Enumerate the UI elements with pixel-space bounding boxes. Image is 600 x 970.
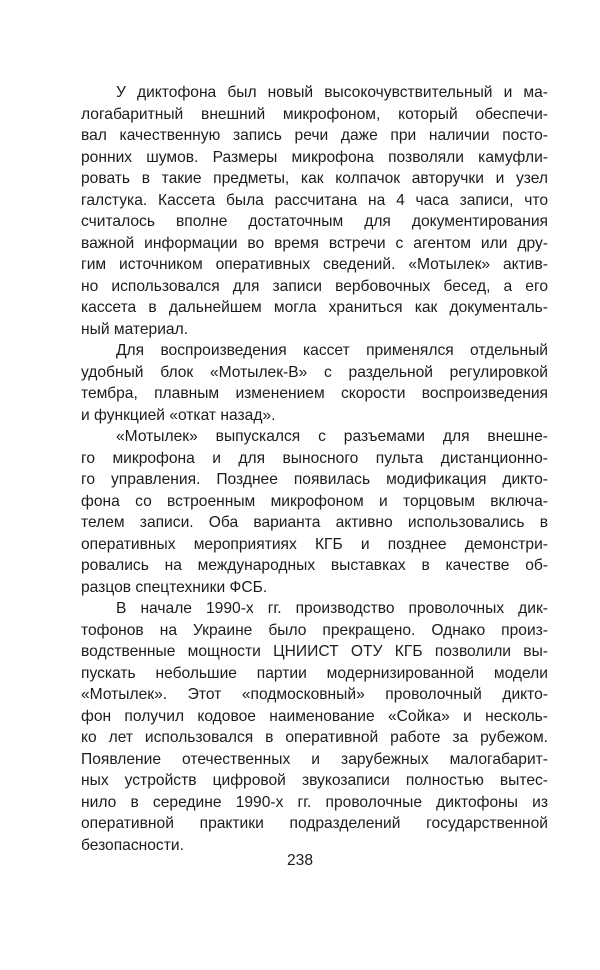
text-line: но использовался для записи вербовочных бесед, а его (81, 277, 548, 295)
text-line: ронних шумов. Размеры микрофона позволяли камуфли- (81, 148, 548, 166)
text-line: водственные мощности ЦНИИСТ ОТУ КГБ позволили вы- (81, 643, 548, 660)
text-line: В начале 1990-х гг. производство проволочных дик- (116, 600, 548, 617)
page-number: 238 (286, 852, 314, 869)
text-line: удобный блок «Мотылек-В» с раздельной регулировкой (81, 363, 548, 381)
text-line: кассета в дальнейшем могла храниться как документаль- (81, 299, 548, 316)
text-line: фона со встроенным микрофоном и торцовым включа- (81, 492, 548, 510)
paragraph (81, 598, 548, 856)
text-line: логабаритный внешний микрофоном, который обеспечи- (81, 105, 548, 123)
text-line: безопасности. (81, 836, 184, 854)
text-line: ровались на международных выставках в качестве об- (81, 557, 548, 574)
text-line: фон получил кодовое наименование «Сойка» и несколь- (81, 707, 548, 725)
text-line: галстука. Кассета была рассчитана на 4 часа записи, что (81, 191, 548, 209)
text-line: ко лет использовался в оперативной работе за рубежом. (81, 729, 548, 746)
text-line: «Мотылек». Этот «подмосковный» проволочный дикто- (81, 686, 548, 703)
text-line: вал качественную запись речи даже при наличии посто- (81, 127, 548, 144)
text-line: Для воспроизведения кассет применялся отдельный (116, 342, 548, 359)
text-line: пускать небольшие партии модернизированной модели (81, 664, 548, 682)
text-line: нило в середине 1990-х гг. проволочные диктофоны из (81, 793, 548, 811)
text-line: ных устройств цифровой звукозаписи полностью вытес- (81, 772, 548, 789)
text-line: считалось вполне достаточным для документирования (81, 213, 548, 230)
text-line: ровать в такие предметы, как колпачок авторучки и узел (81, 170, 548, 187)
text-line: У диктофона был новый высокочувствительный и ма- (116, 84, 548, 101)
text-line: гим источником оперативных сведений. «Мотылек» актив- (81, 256, 548, 273)
page-body (81, 82, 548, 856)
paragraph (81, 426, 548, 598)
text-line: оперативных мероприятиях КГБ и позднее демонстри- (81, 535, 548, 553)
paragraph (81, 82, 548, 340)
text-line: и функцией «откат назад». (81, 406, 276, 424)
text-line: го управления. Позднее появилась модификация дикто- (81, 471, 548, 488)
text-line: тофонов на Украине было прекращено. Однако произ- (81, 621, 548, 639)
text-line: телем записи. Оба варианта активно использовались в (81, 514, 548, 531)
text-line: важной информации во время встречи с агентом или дру- (81, 234, 548, 252)
text-line: тембра, плавным изменением скорости воспроизведения (81, 385, 548, 402)
text-line: «Мотылек» выпускался с разъемами для внешне- (116, 428, 548, 445)
paragraph (81, 340, 548, 426)
text-line: Появление отечественных и зарубежных малогабарит- (81, 750, 548, 768)
text-line: ный материал. (81, 320, 189, 338)
text-line: го микрофона и для выносного пульта дистанционно- (81, 449, 548, 467)
text-line: разцов спецтехники ФСБ. (81, 578, 268, 596)
text-line: оперативной практики подразделений государственной (81, 815, 548, 832)
